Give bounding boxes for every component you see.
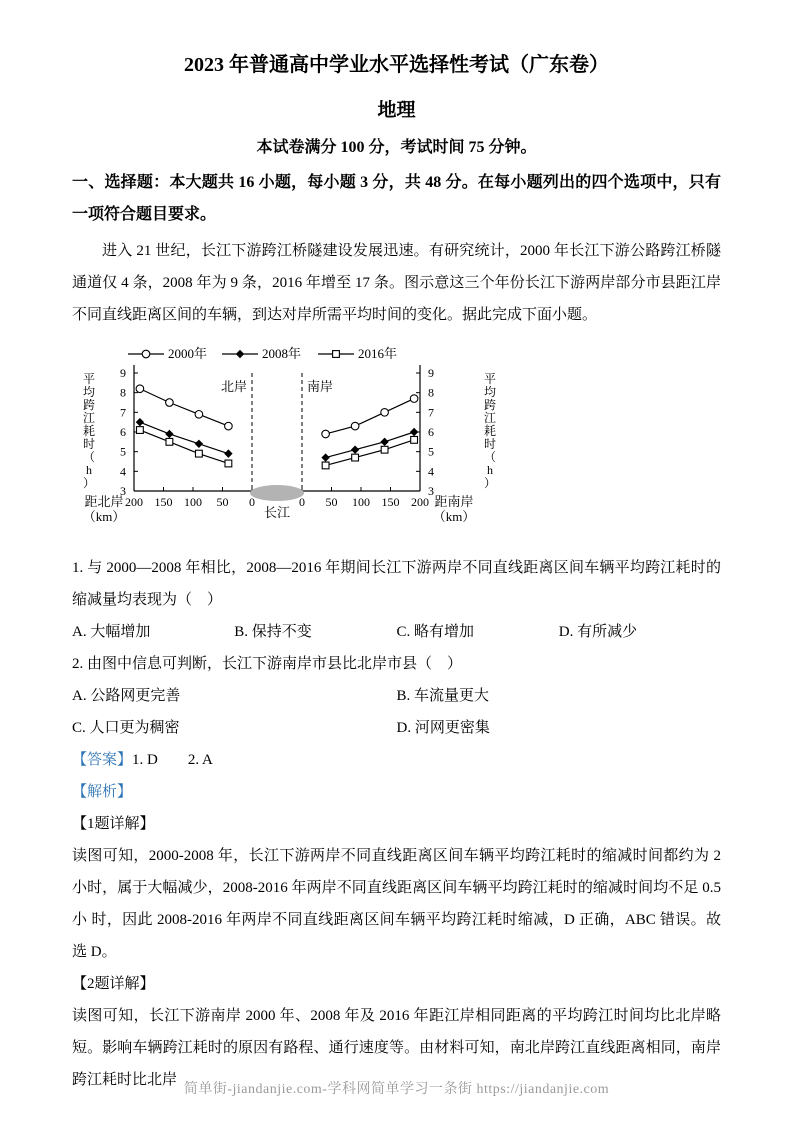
detail-1-text: 读图可知，2000-2008 年，长江下游两岸不同直线距离区间车辆平均跨江耗时的缩减时间都约为 2 小时，属于大幅减少，2008-2016 年两岸不同直线距离区间车辆平均跨江耗时的缩减时间均不足 0.5 小 时，因此 2008-2016 年两岸不同直线距离区间车辆平均跨江耗时缩减，D 正确，ABC 错误。故选 D。 xyxy=(72,848,721,960)
answer-text: 1. D 2. A xyxy=(132,752,213,768)
answer-line xyxy=(72,744,721,776)
intro-paragraph: 进入 21 世纪，长江下游跨江桥隧建设发展迅速。有研究统计，2000 年长江下游公路跨江桥隧通道仅 4 条，2008 年为 9 条，2016 年增至 17 条。图示意这三个年份长江下游两岸部分市县距江岸不同直线距离区间的车辆，到达对岸所需平均时间的变化。据此完成下面小题。 xyxy=(72,243,721,323)
svg-text:跨: 跨 xyxy=(483,398,497,412)
svg-text:耗: 耗 xyxy=(82,424,96,438)
question-2-text: 2. 由图中信息可判断，长江下游南岸市县比北岸市县（ ） xyxy=(72,656,463,672)
svg-text:5: 5 xyxy=(120,444,126,459)
subject-title: 地理 xyxy=(377,100,416,121)
svg-text:（km）: （km） xyxy=(82,509,126,524)
q2-option-b: B. 车流量更大 xyxy=(396,688,490,704)
svg-text:200: 200 xyxy=(125,495,143,509)
q1-option-b: B. 保持不变 xyxy=(234,624,312,640)
q2-option-d: D. 河网更密集 xyxy=(396,720,490,736)
svg-text:4: 4 xyxy=(120,464,126,479)
exam-info-line: 本试卷满分 100 分，考试时间 75 分钟。 xyxy=(256,139,537,156)
question-1-options xyxy=(72,616,721,648)
svg-text:8: 8 xyxy=(120,385,126,400)
svg-text:7: 7 xyxy=(120,405,126,420)
svg-text:150: 150 xyxy=(381,495,400,509)
svg-text:）: ） xyxy=(483,476,497,490)
detail-2-text: 读图可知，长江下游南岸 2000 年、2008 年及 2016 年距江岸相同距离的平均跨江时间均比北岸略短。影响车辆跨江耗时的原因有路程、通行速度等。由材料可知，南北岸跨江直线距离相同，南岸跨江耗时比北岸 xyxy=(72,1008,721,1088)
analysis-line xyxy=(72,776,721,808)
svg-text:6: 6 xyxy=(120,425,126,439)
detail-1-heading: 【1题详解】 xyxy=(72,816,155,832)
watermark-footer: 简单街-jiandanjie.com-学科网简单学习一条街 https://jiandanjie.com xyxy=(183,1082,610,1097)
chart-figure xyxy=(76,339,721,542)
svg-text:5: 5 xyxy=(428,444,434,459)
svg-text:4: 4 xyxy=(428,464,434,479)
svg-text:跨: 跨 xyxy=(82,398,96,412)
q1-option-d: D. 有所减少 xyxy=(558,624,638,640)
svg-text:h: h xyxy=(487,463,493,477)
svg-text:南岸: 南岸 xyxy=(307,379,334,394)
analysis-label: 【解析】 xyxy=(72,784,133,800)
svg-text:150: 150 xyxy=(154,495,173,509)
q2-option-c: C. 人口更为稠密 xyxy=(72,720,180,736)
document-title: 2023 年普通高中学业水平选择性考试（广东卷） xyxy=(184,54,609,76)
svg-text:7: 7 xyxy=(428,405,434,420)
q1-option-a: A. 大幅增加 xyxy=(72,624,151,640)
svg-text:6: 6 xyxy=(428,425,434,439)
svg-text:）: ） xyxy=(82,476,96,490)
svg-text:0: 0 xyxy=(299,495,305,509)
svg-text:3: 3 xyxy=(428,484,434,498)
detail-2-heading: 【2题详解】 xyxy=(72,976,155,992)
svg-text:8: 8 xyxy=(428,385,434,400)
question-1-text: 1. 与 2000—2008 年相比，2008—2016 年期间长江下游两岸不同直线距离区间车辆平均跨江耗时的缩减量均表现为（ ） xyxy=(72,560,721,608)
svg-text:（: （ xyxy=(483,450,497,464)
svg-text:平: 平 xyxy=(82,372,96,386)
svg-text:2008年: 2008年 xyxy=(262,346,302,361)
svg-text:北岸: 北岸 xyxy=(220,379,247,394)
svg-text:时: 时 xyxy=(82,437,96,451)
svg-text:均: 均 xyxy=(483,385,497,399)
svg-text:长江: 长江 xyxy=(263,505,291,520)
svg-text:（km）: （km） xyxy=(432,509,476,524)
svg-text:距南岸: 距南岸 xyxy=(434,494,474,509)
svg-text:h: h xyxy=(86,463,92,477)
svg-text:江: 江 xyxy=(82,411,96,425)
svg-text:江: 江 xyxy=(483,411,497,425)
q2-option-a: A. 公路网更完善 xyxy=(72,688,181,704)
svg-text:50: 50 xyxy=(325,495,338,509)
crossing-time-chart xyxy=(76,339,506,537)
svg-text:100: 100 xyxy=(352,495,370,509)
svg-text:（: （ xyxy=(82,450,96,464)
svg-text:100: 100 xyxy=(184,495,202,509)
svg-text:2000年: 2000年 xyxy=(168,346,208,361)
question-2-options xyxy=(72,680,721,744)
svg-text:平: 平 xyxy=(483,372,497,386)
svg-text:距北岸: 距北岸 xyxy=(84,494,124,509)
answer-label: 【答案】 xyxy=(72,752,133,768)
svg-text:200: 200 xyxy=(411,495,429,509)
svg-text:9: 9 xyxy=(120,366,126,380)
svg-text:9: 9 xyxy=(428,366,434,380)
svg-text:50: 50 xyxy=(216,495,229,509)
svg-text:2016年: 2016年 xyxy=(358,346,398,361)
q1-option-c: C. 略有增加 xyxy=(396,624,475,640)
svg-text:0: 0 xyxy=(249,495,255,509)
svg-text:耗: 耗 xyxy=(483,424,497,438)
svg-text:时: 时 xyxy=(483,437,497,451)
svg-text:均: 均 xyxy=(82,385,96,399)
svg-text:3: 3 xyxy=(120,484,126,498)
section-heading: 一、选择题：本大题共 16 小题，每小题 3 分，共 48 分。在每小题列出的四个选项中，只有一项符合题目要求。 xyxy=(72,174,721,223)
